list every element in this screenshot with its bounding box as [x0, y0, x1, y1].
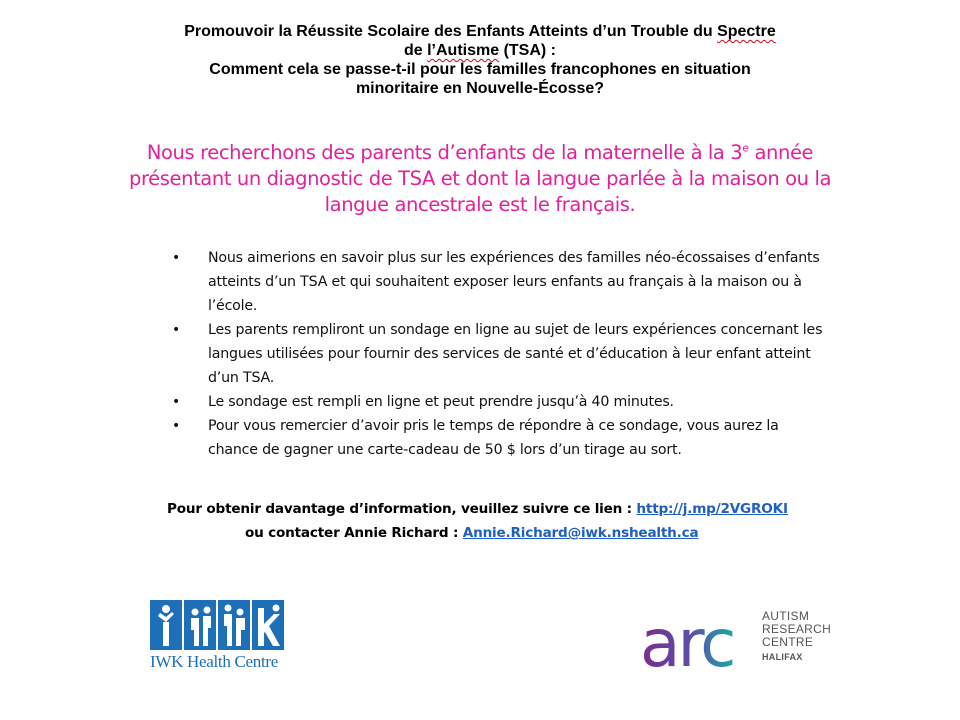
iwk-name: IWK Health Centre [150, 652, 279, 671]
list-item [0, 414, 828, 462]
arc-city: HALIFAX [762, 652, 803, 662]
bullet-icon: • [172, 250, 181, 266]
arc-caption-line: AUTISM [762, 609, 810, 623]
arc-wordmark: arc [640, 608, 734, 676]
arc-logo [640, 608, 840, 688]
arc-caption [762, 610, 831, 664]
title-line-2 [100, 41, 860, 60]
iwk-figures-icon [150, 600, 286, 654]
intro-text: Nous recherchons des parents d’enfants de la maternelle à la 3 [146, 141, 743, 164]
list-item-text: Pour vous remercier d’avoir pris le temps de répondre à ce sondage, vous aurez la chance de gagner une carte-cadeau de 50 $ lors d’un tirage au sort. [208, 418, 779, 458]
list-item-text: Nous aimerions en savoir plus sur les expériences des familles néo-écossaises d’enfants atteints d’un TSA et qui souhaitent exposer leurs enfants au français à la maison ou à l’école. [208, 250, 820, 314]
list-item-text: Les parents rempliront un sondage en ligne au sujet de leurs expériences concernant les langues utilisées pour fournir des services de santé et d’éducation à leur enfant atteint d’un TSA. [208, 322, 823, 386]
list-item-text: Le sondage est rempli en ligne et peut prendre jusqu’à 40 minutes. [208, 394, 674, 410]
intro-superscript: e [742, 141, 749, 155]
iwk-logo [150, 600, 290, 680]
bullet-icon: • [172, 322, 181, 338]
arc-wordmark-icon [640, 608, 758, 676]
list-item [0, 246, 828, 318]
bullet-icon: • [172, 418, 181, 434]
title-spellcheck-word: l’Autisme [427, 42, 500, 59]
intro-paragraph [110, 140, 850, 218]
title-line-3: Comment cela se passe-t-il pour les familles francophones en situation [209, 61, 751, 78]
arc-caption-line: RESEARCH [762, 622, 832, 636]
contact-block [100, 497, 860, 545]
contact-row [245, 521, 860, 545]
document-title [100, 22, 860, 98]
title-line-1 [100, 22, 860, 41]
info-link[interactable]: http://j.mp/2VGROKI [636, 501, 788, 517]
list-item [0, 318, 828, 390]
arc-caption-line: CENTRE [762, 635, 814, 649]
info-bullet-list [0, 246, 960, 462]
bullet-icon: • [172, 394, 181, 410]
title-text: Promouvoir la Réussite Scolaire des Enfants Atteints d’un Trouble du [184, 23, 718, 40]
contact-label: ou contacter Annie Richard : [245, 525, 463, 541]
list-item [0, 390, 828, 414]
title-spellcheck-word: Spectre [717, 23, 776, 40]
info-label: Pour obtenir davantage d’information, veuillez suivre ce lien : [167, 501, 637, 517]
title-line-4: minoritaire en Nouvelle-Écosse? [355, 80, 605, 97]
email-link[interactable]: Annie.Richard@iwk.nshealth.ca [462, 525, 699, 541]
intro-text: année présentant un diagnostic de TSA et dont la langue parlée à la maison ou la langue ancestrale est le français. [128, 141, 832, 216]
info-row [167, 497, 860, 521]
title-text: de [403, 42, 428, 59]
title-text: (TSA) : [499, 42, 556, 59]
